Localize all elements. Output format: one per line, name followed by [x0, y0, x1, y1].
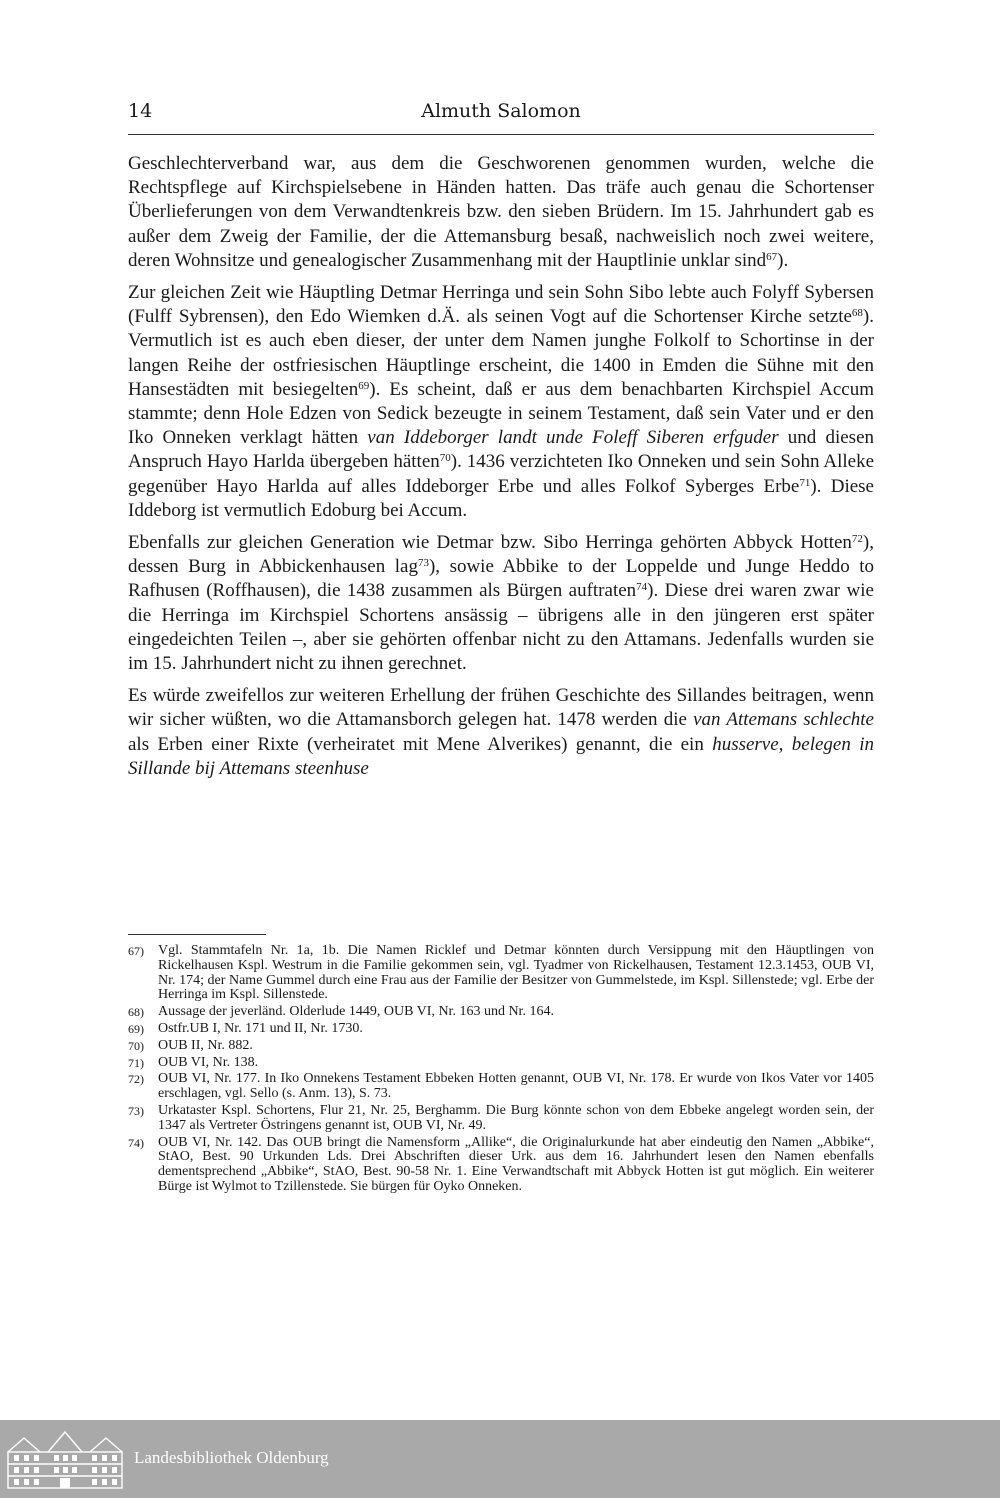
quote-attemans-schlechte: van Attemans schlechte: [693, 709, 874, 731]
paragraph-4: Es würde zweifellos zur weiteren Erhellung der frühen Geschichte des Sillandes beitragen, wenn wir sicher wüßten, wo die Attamansborch gelegen hat. 1478 werden die van Attemans schlechte als Erben einer Rixte (verheiratet mit Mene Alverikes) genannt, die ein husserve, belegen in Sillande bij Attemans steenhuse: [128, 685, 874, 779]
footnotes: [128, 944, 874, 1197]
paragraph-3: Ebenfalls zur gleichen Generation wie Detmar bzw. Sibo Herringa gehörten Abbyck Hotten$^{72}$), dessen Burg in Abbickenhausen lag$^{73}$), sowie Abbike to der Loppelde und Junge Heddo to Rafhusen (Roffhausen), die 1438 zusammen als Bürgen auftraten$^{74}$). Diese drei waren zwar wie die Herringa im Kirchspiel Schortens ansässig – übrigens alle in den jüngeren erst später eingedeichten Teilen –, aber sie gehörten offenbar nicht zu den Attamans. Jedenfalls wurden sie im 15. Jahrhundert nicht zu ihnen gerechnet.: [128, 532, 874, 675]
library-footer: [0, 1420, 1000, 1498]
footnote-ref-74[interactable]: 74: [636, 581, 648, 594]
page-header: [128, 98, 874, 135]
quote-iddeborger: van Iddeborger landt unde Foleff Siberen erfguder: [367, 427, 779, 449]
footnote-69: 69) Ostfr.UB I, Nr. 171 und II, Nr. 1730.: [128, 1020, 363, 1036]
running-head: Almuth Salomon: [421, 100, 581, 122]
footnote-72: 72) OUB VI, Nr. 177. In Iko Onnekens Testament Ebbeken Hotten genannt, OUB VI, Nr. 178. Er wurde von Ikos Vater vor 1405 erschlagen, vgl. Sello (s. Anm. 13), S. 73.: [128, 1071, 874, 1102]
footnote-ref-69[interactable]: 69: [358, 379, 370, 392]
footnote-ref-67[interactable]: 67: [766, 250, 778, 263]
footnote-ref-70[interactable]: 70: [439, 452, 451, 465]
footnote-71: 71) OUB VI, Nr. 138.: [128, 1054, 259, 1070]
library-building-icon: [6, 1428, 124, 1490]
footnote-ref-73[interactable]: 73: [417, 557, 429, 570]
footnote-70: 70) OUB II, Nr. 882.: [128, 1037, 253, 1053]
page-number: 14: [128, 100, 153, 122]
footnote-ref-71[interactable]: 71: [799, 476, 811, 489]
quote-husserve: husserve, belegen in Sillande bij Attemans steenhuse: [128, 733, 874, 779]
library-name: Landesbibliothek Oldenburg: [134, 1448, 329, 1467]
footnote-74: 74) OUB VI, Nr. 142. Das OUB bringt die Namensform „Allike“, die Originalurkunde hat aber eindeutig den Namen „Abbike“, StAO, Best. 90 Urkunden Lds. Drei Abschriften dieser Urk. aus dem 16. Jahrhundert lesen den Namen ebenfalls dementsprechend „Abbike“, StAO, Best. 90-58 Nr. 1. Eine Verwandtschaft mit Abbyck Hotten ist gut möglich. Ein weiterer Bürge ist Wylmot to Tzillenstede. Sie bürgen für Oyko Onneken.: [128, 1134, 874, 1194]
paragraph-1: Geschlechterverband war, aus dem die Geschworenen genommen wurden, welche die Rechtspflege auf Kirchspielsebene in Händen hatten. Das träfe auch genau die Schortenser Überlieferungen von dem Verwandtenkreis bzw. den sieben Brüdern. Im 15. Jahrhundert gab es außer dem Zweig der Familie, der die Attemansburg besaß, nachweislich noch zwei weitere, deren Wohnsitze und genealogischer Zusammenhang mit der Hauptlinie unklar sind$^{67}$).: [128, 153, 874, 271]
footnote-ref-72[interactable]: 72: [851, 533, 863, 546]
paragraph-2: Zur gleichen Zeit wie Häuptling Detmar Herringa und sein Sohn Sibo lebte auch Folyff Sybersen (Fulff Sybrensen), den Edo Wiemken d.Ä. als seinen Vogt auf die Schortenser Kirche setzte$^{68}$). Vermutlich ist es auch eben dieser, der unter dem Namen junghe Folkolf to Schortinse in der langen Reihe der ostfriesischen Häuptlinge erscheint, die 1400 in Emden die Sühne mit den Hansestädten mit besiegelten$^{69}$). Es scheint, daß er aus dem benachbarten Kirchspiel Accum stammte; denn Hole Edzen von Sedick bezeugte in seinem Testament, daß sein Vater und er den Iko Onneken verklagt hätten van Iddeborger landt unde Foleff Siberen erfguder und diesen Anspruch Hayo Harlda übergeben hätten$^{70}$). 1436 verzichteten Iko Onneken und sein Sohn Alleke gegenüber Hayo Harlda auf alles Iddeborger Erbe und alles Folkof Syberges Erbe$^{71}$). Diese Iddeborg ist vermutlich Edoburg bei Accum.: [128, 282, 875, 521]
footnote-ref-68[interactable]: 68: [851, 307, 863, 320]
footnote-68: 68) Aussage der jeverländ. Olderlude 1449, OUB VI, Nr. 163 und Nr. 164.: [128, 1004, 554, 1020]
footnote-divider: [128, 934, 266, 935]
footnote-73: 73) Urkataster Kspl. Schortens, Flur 21, Nr. 25, Berghamm. Die Burg könnte schon von dem Ebbeke angelegt worden sein, der 1347 als Vertreter Östringens genannt ist, OUB VI, Nr. 49.: [128, 1102, 874, 1133]
body-text: [128, 152, 874, 789]
footnote-67: 67) Vgl. Stammtafeln Nr. 1a, 1b. Die Namen Ricklef und Detmar könnten durch Versippung mit den Häuptlingen von Rickelhausen Kspl. Westrum in die Familie gekommen sein, vgl. Tyadmer von Rickelhausen, Testament 12.3.1453, OUB VI, Nr. 174; der Name Gummel durch eine Frau aus der Familie der Besitzer von Gummelstede, im Kspl. Sillenstede; vgl. Erbe der Herringa im Kspl. Sillenstede.: [128, 943, 874, 1003]
